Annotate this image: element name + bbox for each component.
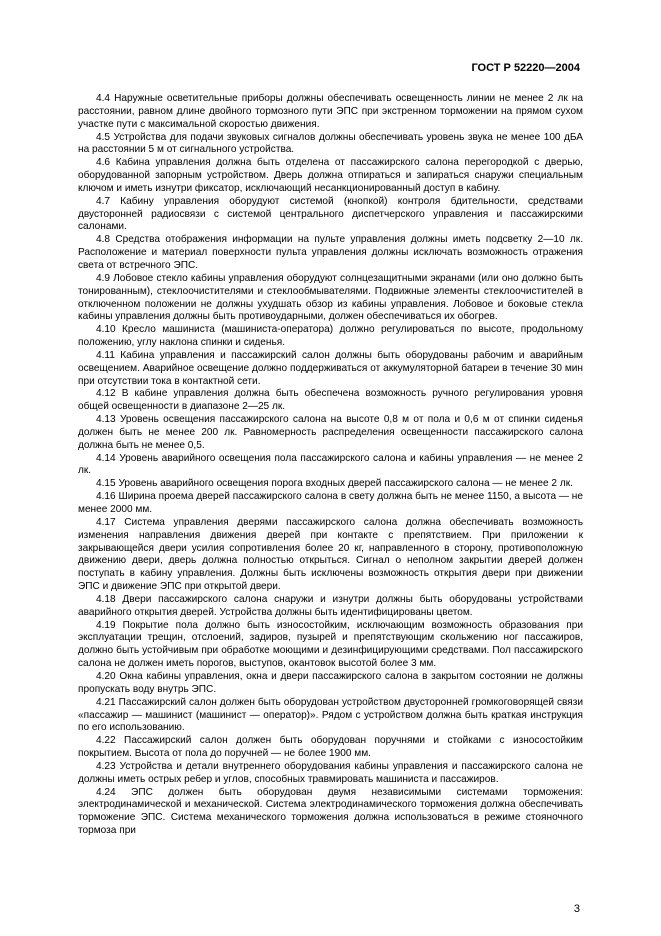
page-number: 3: [573, 903, 580, 915]
standard-code: ГОСТ Р 52220—2004: [471, 62, 580, 74]
paragraph-4-13: 4.13 Уровень освещения пассажирского салона на высоте 0,8 м от пола и 0,6 м от спинки сиденья должен быть не менее 200 лк. Равномерность распределения освещенности пассажирского салона должна быть не менее 0,5.: [78, 414, 583, 451]
paragraph-4-16: 4.16 Ширина проема дверей пассажирского салона в свету должна быть не менее 1150, а высота — не менее 2000 мм.: [78, 491, 583, 515]
paragraph-4-21: 4.21 Пассажирский салон должен быть оборудован устройством двусторонней громкоговорящей связи «пассажир — машинист (машинист — оператор)». Рядом с устройством должна быть краткая инструкция по его использованию.: [78, 696, 583, 734]
paragraph-4-17: 4.17 Система управления дверями пассажирского салона должна обеспечивать возможность изменения направления движения дверей при контакте с препятствием. При приложении к закрывающейся двери усилия сопротивления более 20 кг, направленного в сторону, противоположную движению двери, дверь должна полностью открыться. Сигнал о неполном закрытии дверей должен поступать в кабину управления. Должны быть исключены возможность открытия двери при движении ЭПС и движение ЭПС при открытой двери.: [78, 516, 583, 593]
paragraph-4-7: 4.7 Кабину управления оборудуют системой (кнопкой) контроля бдительности, средствами двусторонней радиосвязи с системой центрального диспетчерского управления и пассажирскими салонами.: [78, 195, 583, 233]
paragraph-4-8: 4.8 Средства отображения информации на пульте управления должны иметь подсветку 2—10 лк. Расположение и материал поверхности пульта управления должны исключать возможность отражения света от встречного ЭПС.: [78, 234, 583, 271]
paragraph-4-5: 4.5 Устройства для подачи звуковых сигналов должны обеспечивать уровень звука не менее 100 дБА на расстоянии 5 м от сигнального устройства.: [78, 131, 583, 156]
paragraph-4-22: 4.22 Пассажирский салон должен быть оборудован поручнями и стойками с износостойким покрытием. Высота от пола до поручней — не более 1900 мм.: [78, 735, 583, 760]
paragraph-4-14: 4.14 Уровень аварийного освещения пола пассажирского салона и кабины управления — не менее 2 лк.: [78, 452, 583, 477]
paragraph-4-12: 4.12 В кабине управления должна быть обеспечена возможность ручного регулирования уровня общей освещенности в диапазоне 2—25 лк.: [78, 388, 583, 413]
paragraph-4-15: 4.15 Уровень аварийного освещения порога входных дверей пассажирского салона — не менее 2 лк.: [96, 478, 573, 490]
paragraph-4-9: 4.9 Лобовое стекло кабины управления оборудуют солнцезащитными экранами (или оно должно быть тонированным), стеклоочистителями и стеклообмывателями. Подвижные элементы стеклоочистителей в отключенном положении не должны ухудшать обзор из кабины управления. Лобовое и боковые стекла кабины управления должны быть противоударными, должен обеспечиваться их обогрев.: [78, 272, 583, 323]
paragraph-4-20: 4.20 Окна кабины управления, окна и двери пассажирского салона в закрытом состоянии не должны пропускать воду внутрь ЭПС.: [78, 670, 583, 695]
paragraph-4-18: 4.18 Двери пассажирского салона снаружи и изнутри должны быть оборудованы устройствами аварийного открытия дверей. Устройства должны быть идентифицированы цветом.: [78, 593, 583, 618]
paragraph-4-10: 4.10 Кресло машиниста (машиниста-оператора) должно регулироваться по высоте, продольному положению, углу наклона спинки и сиденья.: [78, 324, 583, 349]
paragraph-4-19: 4.19 Покрытие пола должно быть износостойким, исключающим возможность образования при эксплуатации трещин, отслоений, задиров, пузырей и препятствующим скольжению ног пассажиров, должно быть устойчивым при обработке моющими и дезинфицирующими средствами. Пол пассажирского салона не должен иметь порогов, выступов, окантовок высотой более 3 мм.: [78, 619, 583, 670]
document-body: [78, 93, 583, 838]
paragraph-4-4: 4.4 Наружные осветительные приборы должны обеспечивать освещенность линии не менее 2 лк на расстоянии, равном длине двойного тормозного пути ЭПС при экстренном торможении на прямом сухом участке пути с максимальной скоростью движения.: [78, 93, 583, 130]
paragraph-4-24: 4.24 ЭПС должен быть оборудован двумя независимыми системами торможения: электродинамической и механической. Система электродинамического торможения должна обеспечивать торможение ЭПС. Система механического торможения должна использоваться в режиме стояночного тормоза при: [78, 786, 583, 837]
paragraph-4-23: 4.23 Устройства и детали внутреннего оборудования кабины управления и пассажирского салона не должны иметь острых ребер и углов, способных травмировать машиниста и пассажиров.: [78, 760, 583, 785]
paragraph-4-11: 4.11 Кабина управления и пассажирский салон должны быть оборудованы рабочим и аварийным освещением. Аварийное освещение должно поддерживаться от аккумуляторной батареи в течение 30 мин при отсутствии тока в контактной сети.: [78, 349, 583, 387]
paragraph-4-6: 4.6 Кабина управления должна быть отделена от пассажирского салона перегородкой с дверью, оборудованной запорным устройством. Дверь должна отпираться и запираться снаружи специальным ключом и иметь изнутри фиксатор, исключающий несанкционированный доступ в кабину.: [78, 157, 583, 194]
